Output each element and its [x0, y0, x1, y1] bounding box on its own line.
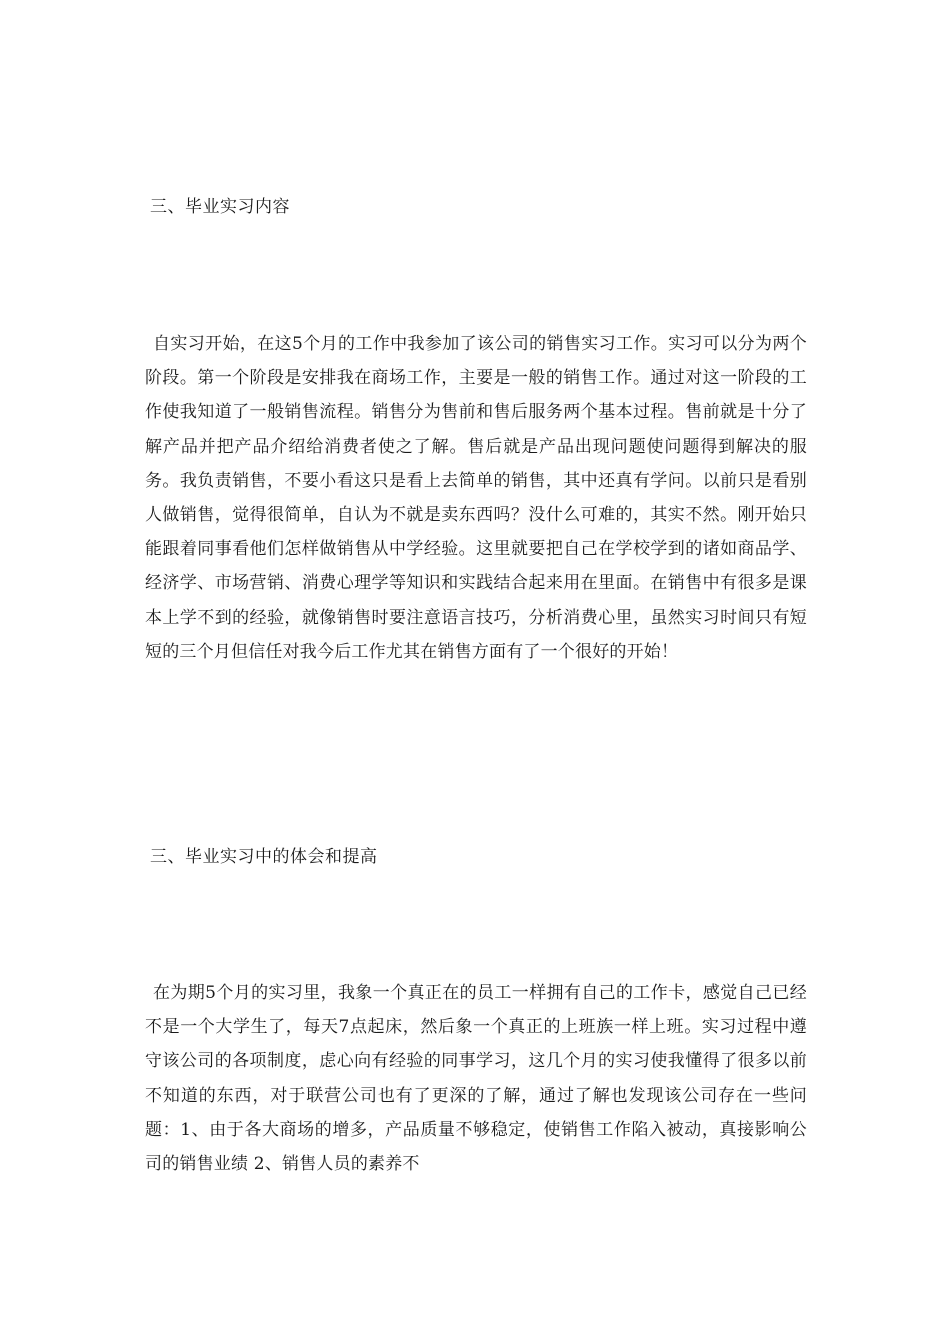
- section-paragraph-experience-and-improvement: 在为期5个月的实习里，我象一个真正在的员工一样拥有自己的工作卡，感觉自己已经不是一个大学生了，每天7点起床，然后象一个真正的上班族一样上班。实习过程中遵守该公司的各项制度，虑心向有经验的同事学习，这几个月的实习使我懂得了很多以前不知道的东西，对于联营公司也有了更深的了解，通过了解也发现该公司存在一些问题：1、由于各大商场的增多，产品质量不够稳定，使销售工作陷入被动，真接影响公司的销售业绩 2、销售人员的素养不: [145, 983, 807, 1175]
- section-heading-internship-content: 三、毕业实习内容: [150, 197, 290, 217]
- section-heading-experience-and-improvement: 三、毕业实习中的体会和提高: [150, 847, 378, 867]
- section-paragraph-internship-content: 自实习开始，在这5个月的工作中我参加了该公司的销售实习工作。实习可以分为两个阶段。第一个阶段是安排我在商场工作，主要是一般的销售工作。通过对这一阶段的工作使我知道了一般销售流程。销售分为售前和售后服务两个基本过程。售前就是十分了解产品并把产品介绍给消费者使之了解。售后就是产品出现问题使问题得到解决的服务。我负责销售，不要小看这只是看上去简单的销售，其中还真有学问。以前只是看别人做销售，觉得很简单，自认为不就是卖东西吗？没什么可难的，其实不然。刚开始只能跟着同事看他们怎样做销售从中学经验。这里就要把自己在学校学到的诸如商品学、经济学、市场营销、消费心理学等知识和实践结合起来用在里面。在销售中有很多是课本上学不到的经验，就像销售时要注意语言技巧，分析消费心里，虽然实习时间只有短短的三个月但信任对我今后工作尤其在销售方面有了一个很好的开始！: [145, 334, 807, 662]
